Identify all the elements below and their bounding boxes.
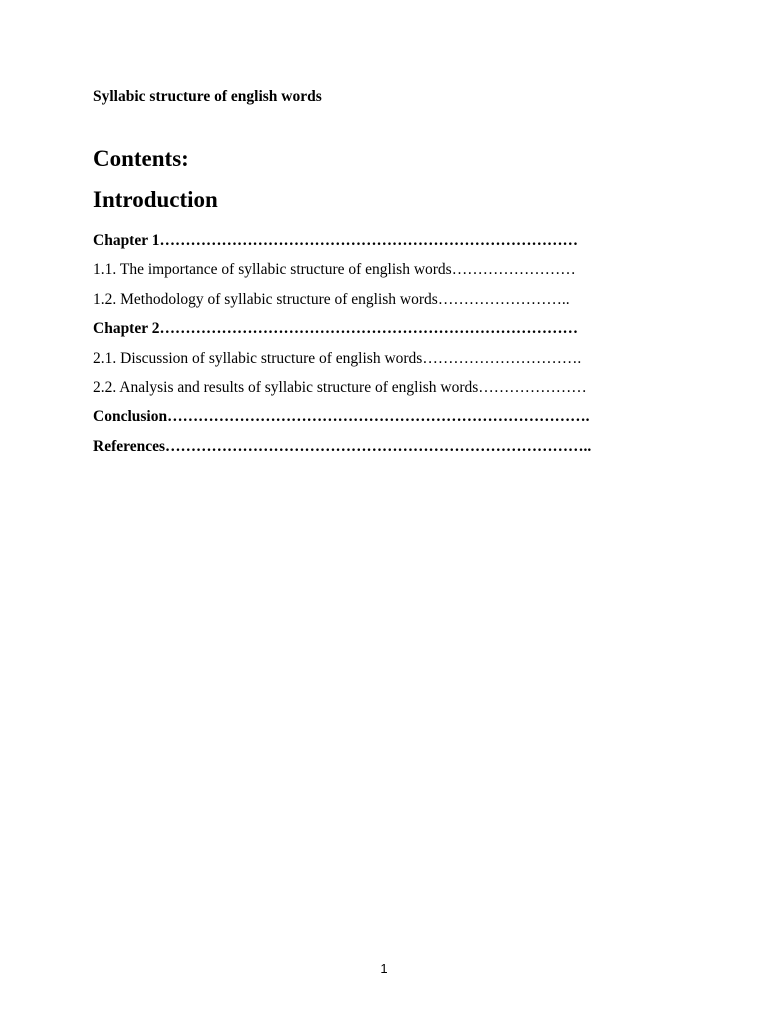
introduction-heading: Introduction — [93, 187, 218, 212]
toc-entry-1-2: 1.2. Methodology of syllabic structure of english words…………………….. — [93, 290, 570, 308]
toc-entry-2-2: 2.2. Analysis and results of syllabic structure of english words………………… — [93, 378, 587, 396]
toc-entry-2-1: 2.1. Discussion of syllabic structure of english words…………………………. — [93, 349, 582, 367]
toc-entry-references: References……………………………………………………………………….. — [93, 437, 592, 455]
toc-entry-chapter-2: Chapter 2……………………………………………………………………… — [93, 320, 578, 338]
page-number: 1 — [380, 961, 388, 976]
toc-entry-1-1: 1.1. The importance of syllabic structure of english words…………………… — [93, 261, 576, 279]
toc-entry-chapter-1: Chapter 1……………………………………………………………………… — [93, 232, 578, 249]
toc-entry-conclusion: Conclusion………………………………………………………………………. — [93, 408, 590, 426]
document-title: Syllabic structure of english words — [93, 88, 322, 105]
contents-heading: Contents: — [93, 146, 189, 171]
table-of-contents — [93, 231, 591, 466]
